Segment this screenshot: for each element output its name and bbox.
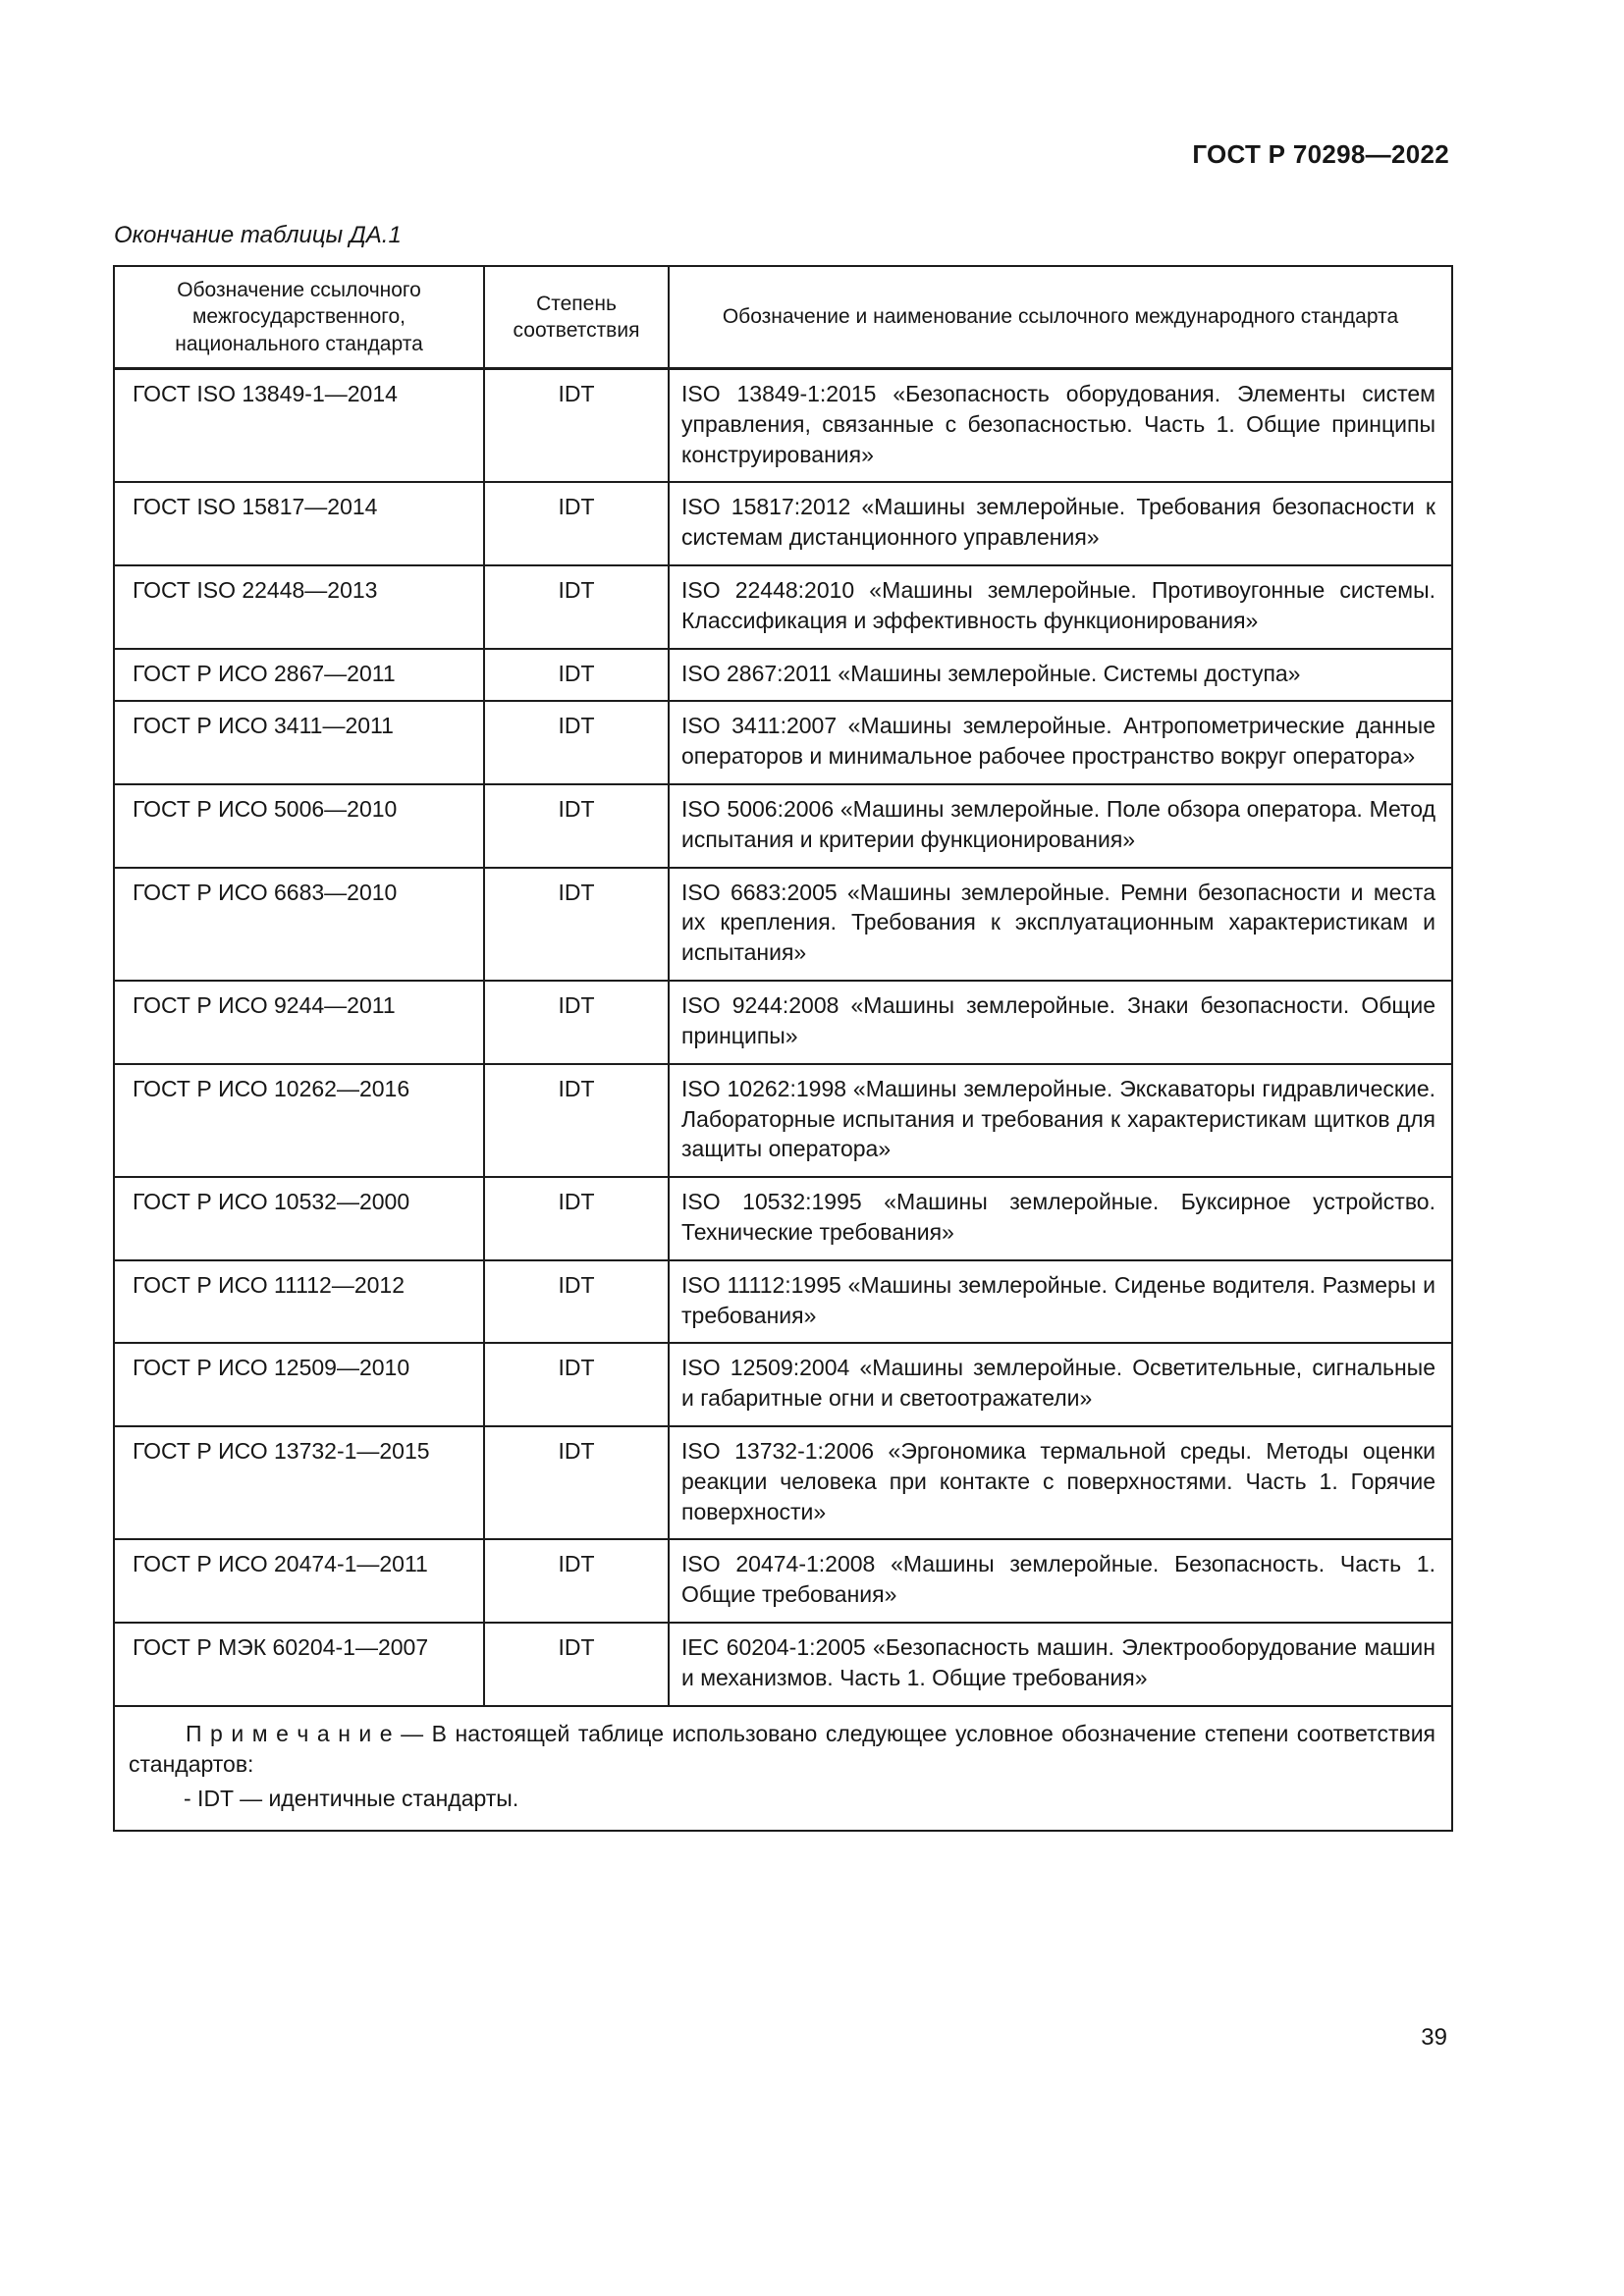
standard-cell: ГОСТ Р ИСО 20474-1—2011 bbox=[114, 1539, 484, 1623]
standard-cell: ГОСТ Р ИСО 3411—2011 bbox=[114, 701, 484, 784]
table-row bbox=[114, 701, 1452, 784]
conformity-cell: IDT bbox=[484, 649, 669, 702]
reference-cell: ISO 2867:2011 «Машины землеройные. Системы доступа» bbox=[669, 649, 1452, 702]
standard-cell: ГОСТ Р ИСО 6683—2010 bbox=[114, 868, 484, 981]
reference-cell: ISO 13849-1:2015 «Безопасность оборудования. Элементы систем управления, связанные с безопасностью. Часть 1. Общие принципы конструирования» bbox=[669, 368, 1452, 482]
reference-cell: ISO 22448:2010 «Машины землеройные. Противоугонные системы. Классификация и эффективность функционирования» bbox=[669, 565, 1452, 649]
table-row bbox=[114, 784, 1452, 868]
conformity-cell: IDT bbox=[484, 482, 669, 565]
standard-cell: ГОСТ Р ИСО 2867—2011 bbox=[114, 649, 484, 702]
header-row bbox=[114, 266, 1452, 368]
standard-cell: ГОСТ ISO 13849-1—2014 bbox=[114, 368, 484, 482]
conformity-cell: IDT bbox=[484, 784, 669, 868]
standard-cell: ГОСТ ISO 15817—2014 bbox=[114, 482, 484, 565]
standard-cell: ГОСТ Р ИСО 5006—2010 bbox=[114, 784, 484, 868]
table-row bbox=[114, 868, 1452, 981]
table-row bbox=[114, 1260, 1452, 1344]
reference-cell: ISO 6683:2005 «Машины землеройные. Ремни безопасности и места их крепления. Требования к эксплуатационным характеристикам и испытания» bbox=[669, 868, 1452, 981]
standard-cell: ГОСТ Р ИСО 10262—2016 bbox=[114, 1064, 484, 1177]
table-row bbox=[114, 1623, 1452, 1706]
conformity-cell: IDT bbox=[484, 1343, 669, 1426]
standard-cell: ГОСТ Р ИСО 10532—2000 bbox=[114, 1177, 484, 1260]
conformity-cell: IDT bbox=[484, 368, 669, 482]
standard-cell: ГОСТ Р ИСО 11112—2012 bbox=[114, 1260, 484, 1344]
doc-header: ГОСТ Р 70298—2022 bbox=[1192, 139, 1449, 169]
conformity-cell: IDT bbox=[484, 701, 669, 784]
standard-cell: ГОСТ Р ИСО 13732-1—2015 bbox=[114, 1426, 484, 1539]
table-row bbox=[114, 1539, 1452, 1623]
conformity-cell: IDT bbox=[484, 565, 669, 649]
table-body bbox=[114, 368, 1452, 1831]
standard-cell: ГОСТ Р МЭК 60204-1—2007 bbox=[114, 1623, 484, 1706]
note-cell bbox=[114, 1706, 1452, 1831]
conformity-cell: IDT bbox=[484, 1064, 669, 1177]
conformity-cell: IDT bbox=[484, 868, 669, 981]
table-row bbox=[114, 1064, 1452, 1177]
reference-cell: ISO 15817:2012 «Машины землеройные. Требования безопасности к системам дистанционного управления» bbox=[669, 482, 1452, 565]
conformity-cell: IDT bbox=[484, 1539, 669, 1623]
reference-cell: ISO 5006:2006 «Машины землеройные. Поле обзора оператора. Метод испытания и критерии функционирования» bbox=[669, 784, 1452, 868]
note-text: П р и м е ч а н и е — В настоящей таблице использовано следующее условное обозначение степени соответствия стандартов: bbox=[129, 1720, 1435, 1777]
table-row bbox=[114, 368, 1452, 482]
reference-cell: ISO 3411:2007 «Машины землеройные. Антропометрические данные операторов и минимальное рабочее пространство вокруг оператора» bbox=[669, 701, 1452, 784]
column-header-conformity: Степень соответствия bbox=[484, 266, 669, 368]
note-item: - IDT — идентичные стандарты. bbox=[184, 1786, 519, 1812]
standard-cell: ГОСТ Р ИСО 12509—2010 bbox=[114, 1343, 484, 1426]
conformity-cell: IDT bbox=[484, 1623, 669, 1706]
standards-table bbox=[113, 265, 1453, 1832]
column-header-reference: Обозначение и наименование ссылочного международного стандарта bbox=[669, 266, 1452, 368]
reference-cell: ISO 10532:1995 «Машины землеройные. Буксирное устройство. Технические требования» bbox=[669, 1177, 1452, 1260]
conformity-cell: IDT bbox=[484, 1260, 669, 1344]
note-row bbox=[114, 1706, 1452, 1831]
table-caption: Окончание таблицы ДА.1 bbox=[114, 222, 402, 248]
page-number: 39 bbox=[1421, 2024, 1447, 2051]
standard-cell: ГОСТ ISO 22448—2013 bbox=[114, 565, 484, 649]
table-row bbox=[114, 1177, 1452, 1260]
reference-cell: ISO 10262:1998 «Машины землеройные. Экскаваторы гидравлические. Лабораторные испытания и требования к характеристикам щитков для защиты оператора» bbox=[669, 1064, 1452, 1177]
column-header-standard: Обозначение ссылочного межгосударственного, национального стандарта bbox=[114, 266, 484, 368]
table-row bbox=[114, 981, 1452, 1064]
reference-cell: ISO 12509:2004 «Машины землеройные. Осветительные, сигнальные и габаритные огни и светоотражатели» bbox=[669, 1343, 1452, 1426]
conformity-cell: IDT bbox=[484, 981, 669, 1064]
table-row bbox=[114, 649, 1452, 702]
reference-cell: ISO 20474-1:2008 «Машины землеройные. Безопасность. Часть 1. Общие требования» bbox=[669, 1539, 1452, 1623]
conformity-cell: IDT bbox=[484, 1426, 669, 1539]
standard-cell: ГОСТ Р ИСО 9244—2011 bbox=[114, 981, 484, 1064]
reference-cell: ISO 13732-1:2006 «Эргономика термальной среды. Методы оценки реакции человека при контакте с поверхностями. Часть 1. Горячие поверхности» bbox=[669, 1426, 1452, 1539]
reference-cell: IEC 60204-1:2005 «Безопасность машин. Электрооборудование машин и механизмов. Часть 1. Общие требования» bbox=[669, 1623, 1452, 1706]
reference-cell: ISO 11112:1995 «Машины землеройные. Сиденье водителя. Размеры и требования» bbox=[669, 1260, 1452, 1344]
conformity-cell: IDT bbox=[484, 1177, 669, 1260]
table-row bbox=[114, 1343, 1452, 1426]
table-row bbox=[114, 482, 1452, 565]
table-row bbox=[114, 1426, 1452, 1539]
reference-cell: ISO 9244:2008 «Машины землеройные. Знаки безопасности. Общие принципы» bbox=[669, 981, 1452, 1064]
table-row bbox=[114, 565, 1452, 649]
